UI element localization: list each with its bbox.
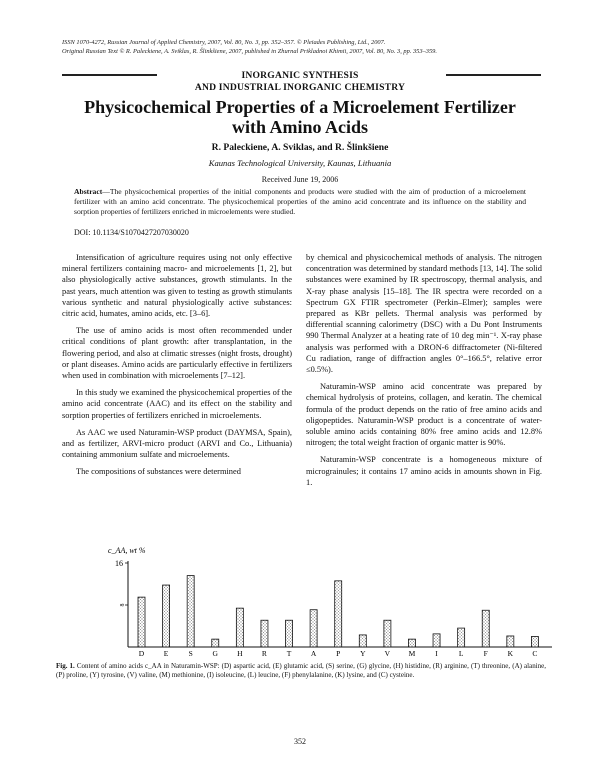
chart-x-tick-label: H [237, 649, 243, 658]
chart-bar-S [187, 576, 194, 647]
chart-x-tick-label: L [458, 649, 464, 658]
chart-bar-C [531, 637, 538, 648]
chart-x-tick-label: K [507, 649, 514, 658]
abstract [74, 187, 526, 218]
abstract-text: —The physicochemical properties of the initial components and products were studied with the aim of production of a microelement fertilizer with an amino acid concentrate. The physicochemical properties of the amino acid concentrate and its influence on the stability and sorption properties of fertilizers enriched in microelements were studied. [74, 187, 526, 217]
article-title [40, 97, 560, 137]
chart-x-tick-label: A [310, 649, 317, 658]
left-paragraph-3: In this study we examined the physicochemical properties of the amino acid concentrate (AAC) and its effect on the stability and sorption properties of fertilizers enriched in microelements. [62, 388, 292, 420]
chart-bar-R [261, 620, 268, 647]
right-paragraph-1: by chemical and physicochemical methods of analysis. The nitrogen concentration was determined by standard methods [13, 14]. The solid substances were examined by IR spectroscopy, thermal analysis, and X-ray phase analysis [15–18]. The IR spectra were recorded on a Spectrum GX FTIR spectrometer (Perkin–Elmer); samples were prepared as KBr pellets. Thermal analysis was performed by differential scanning calorimetry (DSC) with a Du Pont Instruments 990 Thermal Analyzer at a heating rate of 10 deg min⁻¹. X-ray phase analysis was performed with a DRON-6 diffractometer (Ni-filtered Cu radiation, range of diffraction angles 0°–166.5°, relative error ≤0.5%). [306, 253, 542, 375]
chart-bar-D [138, 597, 145, 647]
right-column [306, 252, 542, 494]
chart-bar-M [408, 639, 415, 647]
chart-bar-L [458, 628, 465, 647]
journal-header-line1: ISSN 1070-4272, Russian Journal of Applied Chemistry, 2007, Vol. 80, No. 3, pp. 352–357. © Pleiades Publishing, Ltd., 2007. [62, 39, 386, 46]
chart-bar-G [212, 639, 219, 647]
chart-x-tick-label: E [163, 649, 169, 658]
chart-bar-P [335, 581, 342, 647]
figure-caption [56, 662, 546, 680]
page-number: 352 [294, 737, 306, 746]
chart-x-tick-label: F [483, 649, 488, 658]
caption-text: Content of amino acids c_AA in Naturamin-WSP: (D) aspartic acid, (E) glutamic acid, (S) serine, (G) glycine, (H) histidine, (R) arginine, (T) threonine, (A) alanine, (P) proline, (Y) tyrosine, (V) valine, (M) methionine, (I) isoleucine, (L) leucine, (F) phenylalanine, (K) lysine, and (C) cysteine. [56, 662, 546, 679]
chart-x-tick-label: R [261, 649, 267, 658]
chart-x-tick-label: M [408, 649, 416, 658]
chart-layer [115, 559, 552, 658]
journal-header-line2: Original Russian Text © R. Paleckiene, A. Sviklas, R. Šlinkšiene, 2007, published in Zhurnal Prikladnoi Khimii, 2007, Vol. 80, No. 3, pp. 353–359. [62, 48, 437, 55]
right-paragraph-3: Naturamin-WSP concentrate is a homogeneous mixture of micrograinules; it contains 17 amino acids in amounts shown in Fig. 1. [306, 455, 542, 487]
title-line2: with Amino Acids [231, 117, 369, 137]
chart-x-tick-label: I [435, 649, 438, 658]
affiliation: Kaunas Technological University, Kaunas, Lithuania [208, 158, 392, 168]
left-paragraph-4: As AAC we used Naturamin-WSP product (DAYMSA, Spain), and as fertilizer, ARVI-micro product (ARVI and Co., Lithuania) containing ammonium sulfate and microelements. [62, 427, 292, 460]
section-line2: AND INDUSTRIAL INORGANIC CHEMISTRY [194, 82, 406, 93]
amino-acid-bar-chart [0, 540, 600, 660]
chart-bar-V [384, 620, 391, 647]
chart-x-tick-label: P [336, 649, 341, 658]
chart-bar-Y [359, 635, 366, 647]
title-line1: Physicochemical Properties of a Microelement Fertilizer [84, 97, 516, 117]
left-column [62, 252, 292, 484]
chart-ylabel: c_AA, wt % [108, 546, 146, 555]
chart-x-tick-label: D [138, 649, 145, 658]
chart-y-tick-label: 16 [115, 559, 123, 568]
chart-x-tick-label: V [384, 649, 391, 658]
right-paragraph-2: Naturamin-WSP amino acid concentrate was prepared by chemical hydrolysis of proteins, collagen, and keratin. The chemical formula of the product depends on the ratio of free amino acids and oligopeptides. Naturamin-WSP product is a concentrate of water-soluble amino acids containing 80% free amino acids and 12.8% nitrogen; the total weight fraction of organic matter is 90%. [306, 382, 542, 448]
chart-y-tick-label: 8 [120, 603, 126, 607]
chart-x-tick-label: T [286, 649, 292, 658]
chart-bar-K [507, 636, 514, 647]
chart-x-tick-label: C [532, 649, 538, 658]
chart-bar-H [236, 608, 243, 647]
left-paragraph-1: Intensification of agriculture requires using not only effective mineral fertilizers containing macro- and microelements [1, 2], but also physiologically active substances, growth stimulants. In the past years, much attention was given to testing as growth stimulants various synthetic and natural physiologically active substances: citric acid, humates, amino acids, etc. [3–6]. [62, 253, 292, 319]
journal-header [62, 38, 542, 56]
abstract-label: Abstract [74, 187, 103, 196]
caption-label: Fig. 1. [56, 662, 75, 670]
left-paragraph-2: The use of amino acids is most often recommended under critical conditions of plant growth: after transplantation, in the flowering period, and also at climatic stresses (night frosts, drought) or plant diseases. Amino acids are particularly effective in fertilizers when used in combination with microelements [7–12]. [62, 326, 292, 381]
chart-bar-I [433, 634, 440, 647]
chart-x-tick-label: Y [360, 649, 366, 658]
chart-bar-A [310, 610, 317, 647]
left-paragraph-5: The compositions of substances were determined [76, 467, 241, 477]
authors: R. Paleckiene, A. Sviklas, and R. Šlinkšiene [211, 142, 389, 153]
chart-x-tick-label: G [212, 649, 218, 658]
section-line1: INORGANIC SYNTHESIS [241, 70, 359, 81]
section-heading [0, 70, 600, 94]
received-date: Received June 19, 2006 [261, 175, 339, 184]
chart-bar-E [163, 585, 170, 647]
chart-x-tick-label: S [188, 649, 193, 658]
chart-bar-F [482, 610, 489, 647]
doi: DOI: 10.1134/S1070427207030020 [74, 228, 189, 237]
chart-bar-T [286, 620, 293, 647]
